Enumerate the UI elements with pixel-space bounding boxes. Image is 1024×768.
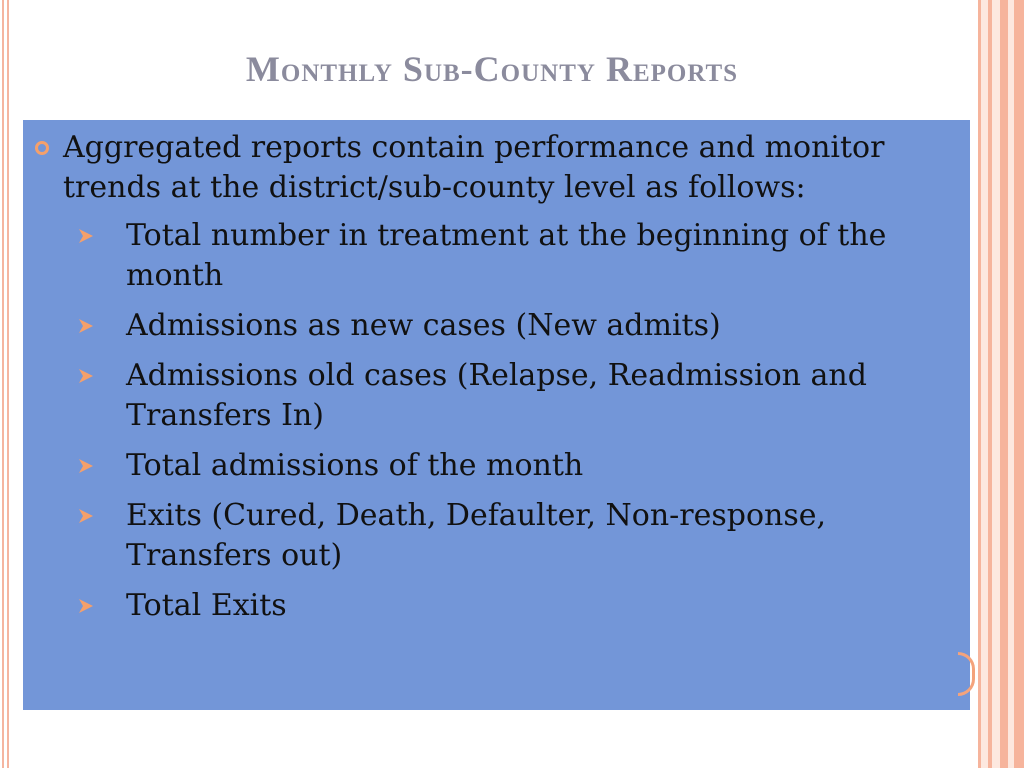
arrowhead-bullet-icon xyxy=(78,598,94,614)
left-frame-decoration xyxy=(0,0,10,768)
right-frame-decoration xyxy=(978,0,1024,768)
list-item xyxy=(23,216,970,296)
sub-bullet-text: Admissions as new cases (New admits) xyxy=(126,308,721,343)
arrowhead-bullet-icon xyxy=(78,318,94,334)
left-frame-line xyxy=(7,0,9,768)
list-item xyxy=(23,496,970,576)
right-frame-stripe xyxy=(988,0,992,768)
sub-bullet-text: Exits (Cured, Death, Defaulter, Non-response, Transfers out) xyxy=(126,498,827,573)
ring-bullet-icon xyxy=(35,141,49,155)
sub-bullet-list xyxy=(23,216,970,636)
list-item xyxy=(23,356,970,436)
right-frame-stripe xyxy=(1014,0,1024,768)
content-box xyxy=(23,120,970,710)
left-frame-line xyxy=(2,0,4,768)
sub-bullet-text: Total admissions of the month xyxy=(126,448,584,483)
sub-bullet-text: Admissions old cases (Relapse, Readmission and Transfers In) xyxy=(126,358,867,433)
main-bullet-text: Aggregated reports contain performance and monitor trends at the district/sub-county level as follows: xyxy=(63,130,885,205)
arrowhead-bullet-icon xyxy=(78,228,94,244)
slide-title: Monthly Sub-County Reports xyxy=(245,49,739,89)
arrowhead-bullet-icon xyxy=(78,458,94,474)
sub-bullet-text: Total number in treatment at the beginning of the month xyxy=(126,218,887,293)
slide-number-ring-decoration xyxy=(958,652,975,696)
sub-bullet-text: Total Exits xyxy=(126,588,287,623)
right-frame-stripe xyxy=(1000,0,1008,768)
arrowhead-bullet-icon xyxy=(78,368,94,384)
list-item xyxy=(23,586,970,626)
right-frame-stripe xyxy=(978,0,981,768)
arrowhead-bullet-icon xyxy=(78,508,94,524)
list-item xyxy=(23,446,970,486)
list-item xyxy=(23,306,970,346)
